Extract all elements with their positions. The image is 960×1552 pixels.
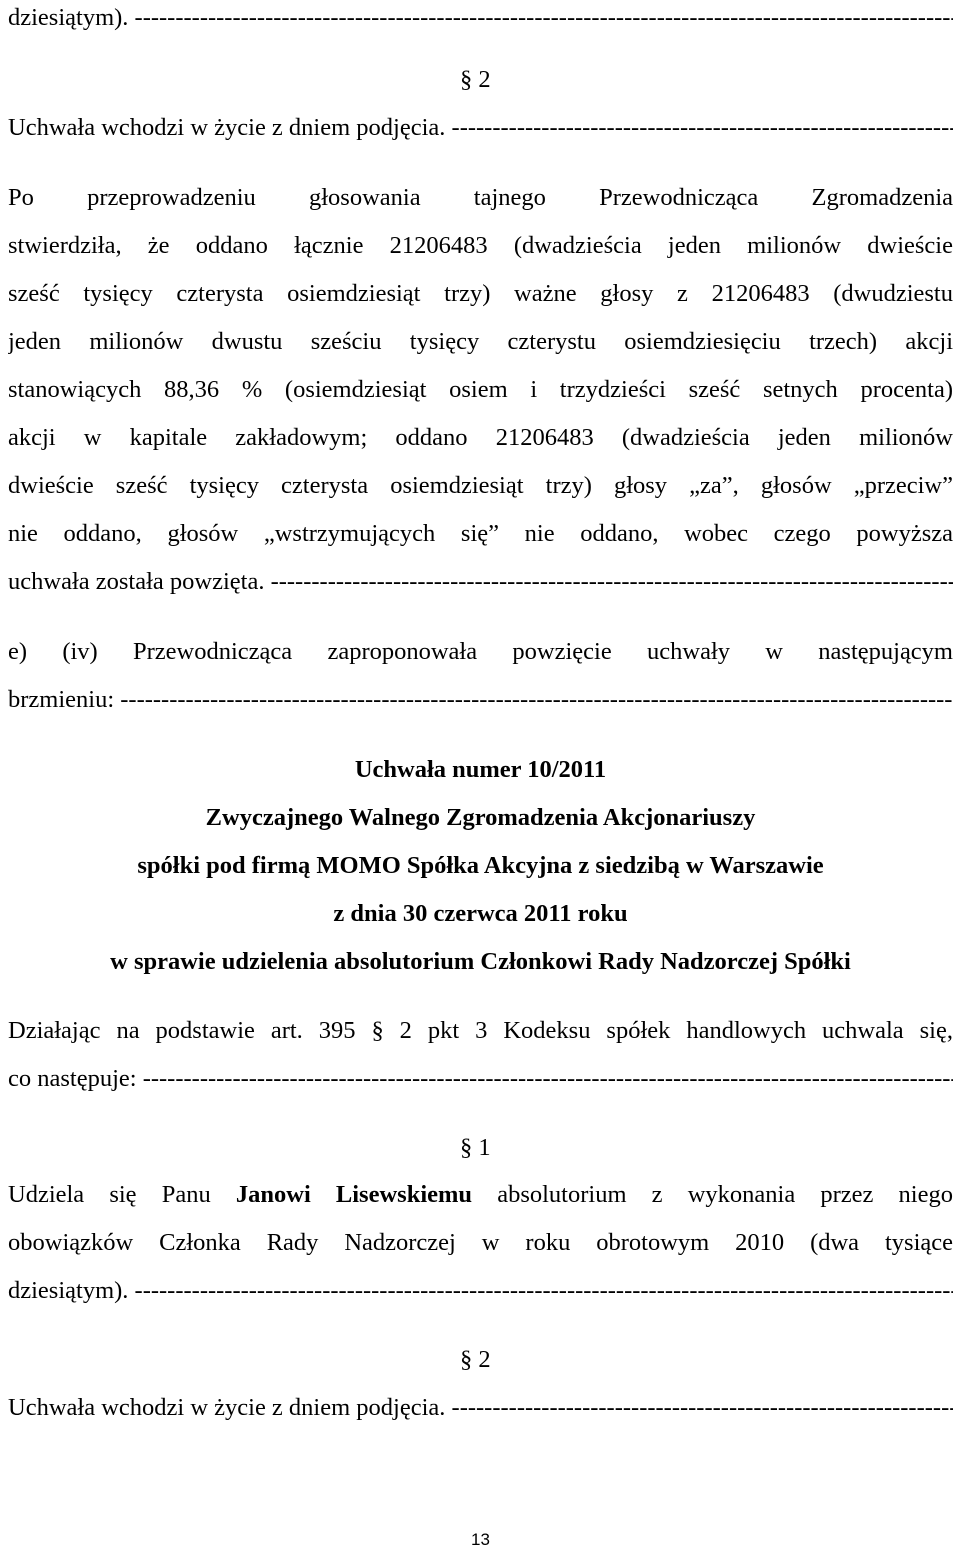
text-line: jeden milionów dwustu sześciu tysięcy czterystu osiemdziesięciu trzech) akcji: [8, 328, 953, 355]
text-line: uchwała została powzięta. -----: [8, 564, 953, 600]
resolution-title: spółki pod firmą MOMO Spółka Akcyjna z siedzibą w Warszawie: [137, 852, 824, 879]
text-line: dziesiątym). -----: [8, 0, 953, 36]
text-line: Po przeprowadzeniu głosowania tajnego Przewodnicząca Zgromadzenia: [8, 184, 953, 211]
text-line: sześć tysięcy czterysta osiemdziesiąt trzy) ważne głosy z 21206483 (dwudziestu: [8, 280, 953, 307]
text-line: co następuje: -----: [8, 1061, 953, 1097]
text-line: e) (iv) Przewodnicząca zaproponowała powzięcie uchwały w następującym: [8, 638, 953, 665]
text-line: nie oddano, głosów „wstrzymujących się” nie oddano, wobec czego powyższa: [8, 520, 953, 547]
text-span: Udziela się Panu: [8, 1181, 236, 1208]
resolution-title: Uchwała numer 10/2011: [354, 756, 607, 783]
text-line: dwieście sześć tysięcy czterysta osiemdziesiąt trzy) głosy „za”, głosów „przeciw”: [8, 472, 953, 499]
text-line: stanowiących 88,36 % (osiemdziesiąt osiem i trzydzieści sześć setnych procenta): [8, 376, 953, 403]
paragraph-heading: § 1: [460, 1134, 491, 1161]
text-line: dziesiątym). -----: [8, 1273, 953, 1309]
resolution-title: Zwyczajnego Walnego Zgromadzenia Akcjonariuszy: [205, 804, 756, 831]
paragraph-heading: § 2: [460, 1346, 491, 1373]
text-line: [8, 1177, 953, 1213]
person-name: Janowi Lisewskiemu: [235, 1181, 473, 1208]
paragraph-heading: § 2: [460, 66, 491, 93]
resolution-title: z dnia 30 czerwca 2011 roku: [333, 900, 628, 927]
text-line: obowiązków Członka Rady Nadzorczej w roku obrotowym 2010 (dwa tysiące: [8, 1229, 953, 1256]
text-line: Uchwała wchodzi w życie z dniem podjęcia. -----: [8, 110, 953, 146]
text-line: Uchwała wchodzi w życie z dniem podjęcia. -----: [8, 1390, 953, 1426]
resolution-title: w sprawie udzielenia absolutorium Członkowi Rady Nadzorczej Spółki: [110, 948, 851, 975]
text-line: brzmieniu: -----: [8, 682, 953, 718]
text-span: absolutorium z wykonania przez niego: [472, 1181, 953, 1208]
text-line: akcji w kapitale zakładowym; oddano 21206483 (dwadzieścia jeden milionów: [8, 424, 953, 451]
text-line: stwierdziła, że oddano łącznie 21206483 (dwadzieścia jeden milionów dwieście: [8, 232, 953, 259]
page-number: 13: [471, 1530, 490, 1549]
document-page: [8, 0, 953, 1552]
text-line: Działając na podstawie art. 395 § 2 pkt 3 Kodeksu spółek handlowych uchwala się,: [8, 1017, 953, 1044]
